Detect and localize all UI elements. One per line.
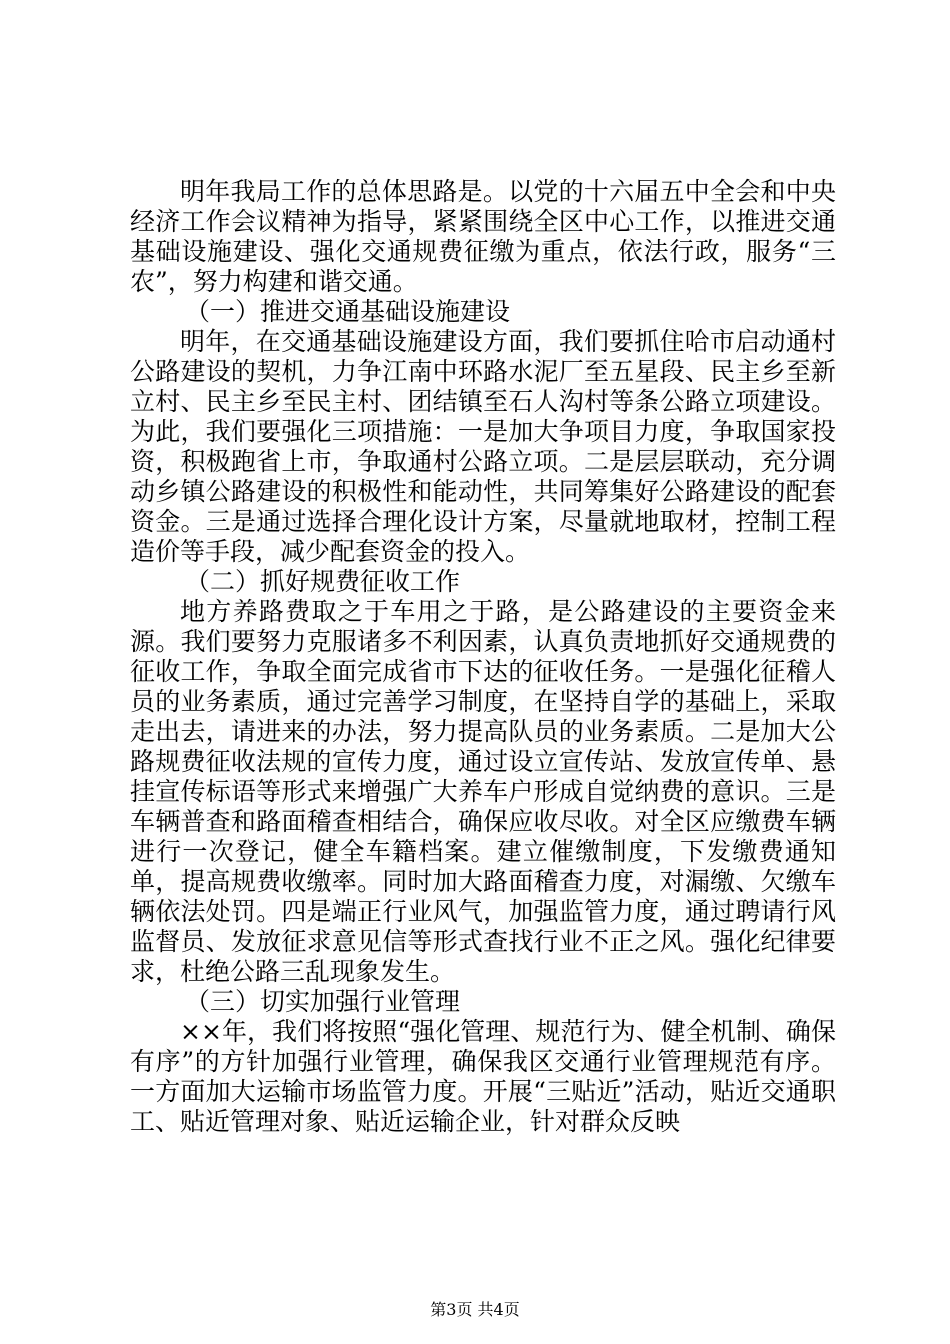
paragraph-industry-management: ××年，我们将按照“强化管理、规范行为、健全机制、确保有序”的方针加强行业管理，确保我区交通行业管理规范有序。一方面加大运输市场监管力度。开展“三贴近”活动，贴近交通职工、贴近管理对象、贴近运输企业，针对群众反映 bbox=[130, 1017, 836, 1136]
paragraph-fee-collection: 地方养路费取之于车用之于路，是公路建设的主要资金来源。我们要努力克服诸多不利因素，认真负责地抓好交通规费的征收工作，争取全面完成省市下达的征收任务。一是强化征稽人员的业务素质，通过完善学习制度，在坚持自学的基础上，采取走出去，请进来的办法，努力提高队员的业务素质。二是加大公路规费征收法规的宣传力度，通过设立宣传站、发放宣传单、悬挂宣传标语等形式来增强广大养车户形成自觉纳费的意识。三是车辆普查和路面稽查相结合，确保应收尽收。对全区应缴费车辆进行一次登记，健全车籍档案。建立催缴制度，下发缴费通知单，提高规费收缴率。同时加大路面稽查力度，对漏缴、欠缴车辆依法处罚。四是端正行业风气，加强监管力度，通过聘请行风监督员、发放征求意见信等形式查找行业不正之风。强化纪律要求，杜绝公路三乱现象发生。 bbox=[130, 597, 836, 986]
paragraph-infrastructure: 明年，在交通基础设施建设方面，我们要抓住哈市启动通村公路建设的契机，力争江南中环路水泥厂至五星段、民主乡至新立村、民主乡至民主村、团结镇至石人沟村等条公路立项建设。为此，我们要强化三项措施：一是加大争项目力度，争取国家投资，积极跑省上市，争取通村公路立项。二是层层联动，充分调动乡镇公路建设的积极性和能动性，共同筹集好公路建设的配套资金。三是通过选择合理化设计方案，尽量就地取材，控制工程造价等手段，减少配套资金的投入。 bbox=[130, 327, 836, 566]
page-number-footer: 第3页 共4页 bbox=[430, 1300, 520, 1319]
section-heading-industry-management: （三）切实加强行业管理 bbox=[185, 987, 461, 1016]
document-body bbox=[130, 177, 836, 1137]
section-heading-fee-collection: （二）抓好规费征收工作 bbox=[185, 567, 461, 596]
section-heading-infrastructure: （一）推进交通基础设施建设 bbox=[185, 297, 511, 326]
paragraph-overall-approach: 明年我局工作的总体思路是。以党的十六届五中全会和中央经济工作会议精神为指导，紧紧围绕全区中心工作，以推进交通基础设施建设、强化交通规费征缴为重点，依法行政，服务“三农”，努力构建和谐交通。 bbox=[130, 177, 836, 296]
